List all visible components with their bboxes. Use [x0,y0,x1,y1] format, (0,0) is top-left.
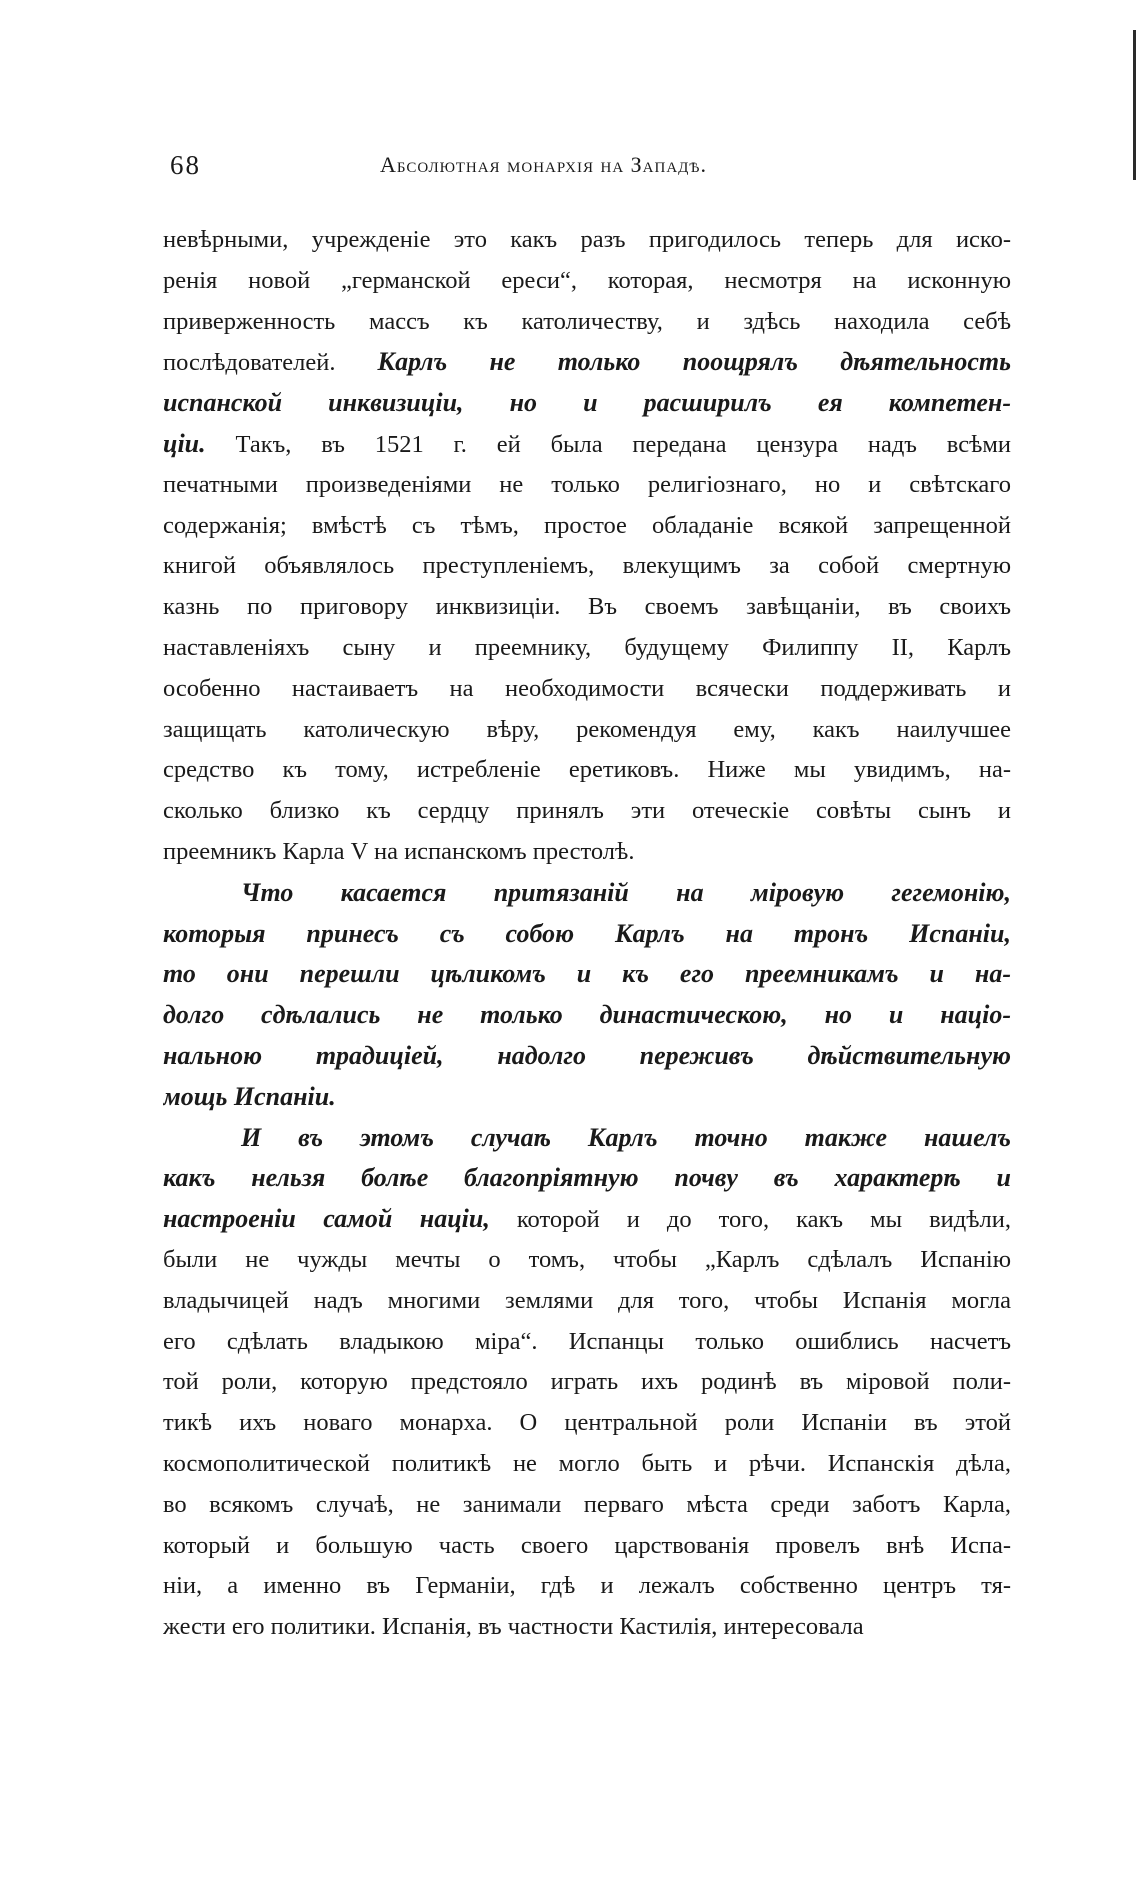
text-line [163,914,1011,955]
text-line [163,342,1011,383]
italic-text-run: которыя принесъ съ собою Карлъ на тронъ Испаніи, [163,918,1011,948]
text-run: ренія новой „германской ереси“, которая, несмотря на исконную [163,266,1011,294]
text-run: сколько близко къ сердцу принялъ эти отеческіе совѣты сынъ и [163,797,1011,825]
italic-text-run: И въ этомъ случаѣ Карлъ точно также нашелъ [241,1122,1011,1152]
italic-text-run: мощь Испаніи. [163,1081,336,1111]
text-line [163,506,1011,547]
text-line [163,546,1011,587]
italic-text-run: испанской инквизиціи, но и расширилъ ея компетен- [163,388,1011,418]
text-run: наставленіяхъ сыну и преемнику, будущему Филиппу II, Карлъ [163,633,1011,661]
text-run: Такъ, въ 1521 г. ей была передана цензура надъ всѣми [205,430,1011,458]
italic-text-run: долго сдѣлались не только династическою, но и націо- [163,1000,1011,1030]
text-line [163,1199,1011,1240]
text-line [163,220,1011,261]
text-line [163,1118,1011,1159]
text-line [163,1444,1011,1485]
text-run: той роли, которую предстояло играть ихъ родинѣ въ міровой поли- [163,1368,1011,1396]
scan-edge-line [1133,30,1136,180]
text-line [163,1485,1011,1526]
italic-text-run: настроеніи самой націи, [163,1204,490,1234]
text-run: казнь по приговору инквизиціи. Въ своемъ завѣщаніи, въ своихъ [163,593,1011,621]
italic-text-run: Карлъ не только поощрялъ дѣятельность [377,347,1011,377]
text-line [163,383,1011,424]
text-run: жести его политики. Испанія, въ частности Кастилія, интересовала [163,1613,864,1641]
text-line [163,791,1011,832]
text-line [163,424,1011,465]
text-line [163,995,1011,1036]
text-run: космополитической политикѣ не могло быть и рѣчи. Испанскія дѣла, [163,1449,1011,1477]
text-line [163,465,1011,506]
text-run: его сдѣлать владыкою міра“. Испанцы только ошиблись насчетъ [163,1327,1011,1355]
text-line [163,669,1011,710]
text-run: невѣрными, учрежденіе это какъ разъ пригодилось теперь для иско- [163,226,1011,253]
running-title: Абсолютная монархія на Западѣ. [380,152,707,177]
text-run: средство къ тому, истребленіе еретиковъ. Ниже мы увидимъ, на- [163,756,1011,784]
text-line [163,1077,1011,1118]
page-number: 68 [170,150,201,180]
text-line [163,628,1011,669]
text-run: преемникъ Карла V на испанскомъ престолѣ. [163,837,635,865]
text-run: во всякомъ случаѣ, не занимали перваго мѣста среди заботъ Карла, [163,1490,1011,1518]
page-header [170,150,1010,190]
text-line [163,1281,1011,1322]
italic-text-run: нальною традиціей, надолго переживъ дѣйствительную [163,1040,1011,1070]
text-run: которой и до того, какъ мы видѣли, [489,1206,1011,1234]
italic-text-run: какъ нельзя болѣе благопріятную почву въ характерѣ и [163,1163,1011,1193]
text-line [163,1526,1011,1567]
text-run: печатными произведеніями не только религіознаго, но и свѣтскаго [163,470,1011,498]
text-run: тикѣ ихъ новаго монарха. О центральной роли Испаніи въ этой [163,1409,1011,1437]
text-line [163,1362,1011,1403]
text-line [163,587,1011,628]
text-run: послѣдователей. [163,349,378,377]
text-line [163,1158,1011,1199]
text-run: были не чужды мечты о томъ, чтобы „Карлъ сдѣлалъ Испанію [163,1245,1011,1273]
text-run: который и большую часть своего царствованія провелъ внѣ Испа- [163,1531,1011,1559]
text-line [163,261,1011,302]
text-line [163,954,1011,995]
text-run: содержанія; вмѣстѣ съ тѣмъ, простое обладаніе всякой запрещенной [163,511,1011,539]
text-line [163,1607,1011,1648]
text-line [163,1322,1011,1363]
text-run: особенно настаиваетъ на необходимости всячески поддерживать и [163,674,1011,702]
text-run: защищать католическую вѣру, рекомендуя ему, какъ наилучшее [163,715,1011,743]
italic-text-run: Что касается притязаній на міровую гегемонію, [241,877,1011,907]
text-line [163,832,1011,873]
text-line [163,1036,1011,1077]
text-run: приверженность массъ къ католичеству, и здѣсь находила себѣ [163,307,1011,335]
text-line [163,873,1011,914]
text-line [163,1403,1011,1444]
text-line [163,302,1011,343]
text-run: ніи, а именно въ Германіи, гдѣ и лежалъ собственно центръ тя- [163,1572,1011,1600]
text-line [163,1566,1011,1607]
body-text [163,220,1011,1648]
text-run: владычицей надъ многими землями для того, чтобы Испанія могла [163,1286,1011,1314]
text-line [163,710,1011,751]
italic-text-run: то они перешли цѣликомъ и къ его преемникамъ и на- [163,959,1011,989]
text-run: книгой объявлялось преступленіемъ, влекущимъ за собой смертную [163,552,1011,580]
text-line [163,1240,1011,1281]
text-line [163,750,1011,791]
italic-text-run: ціи. [163,428,206,458]
